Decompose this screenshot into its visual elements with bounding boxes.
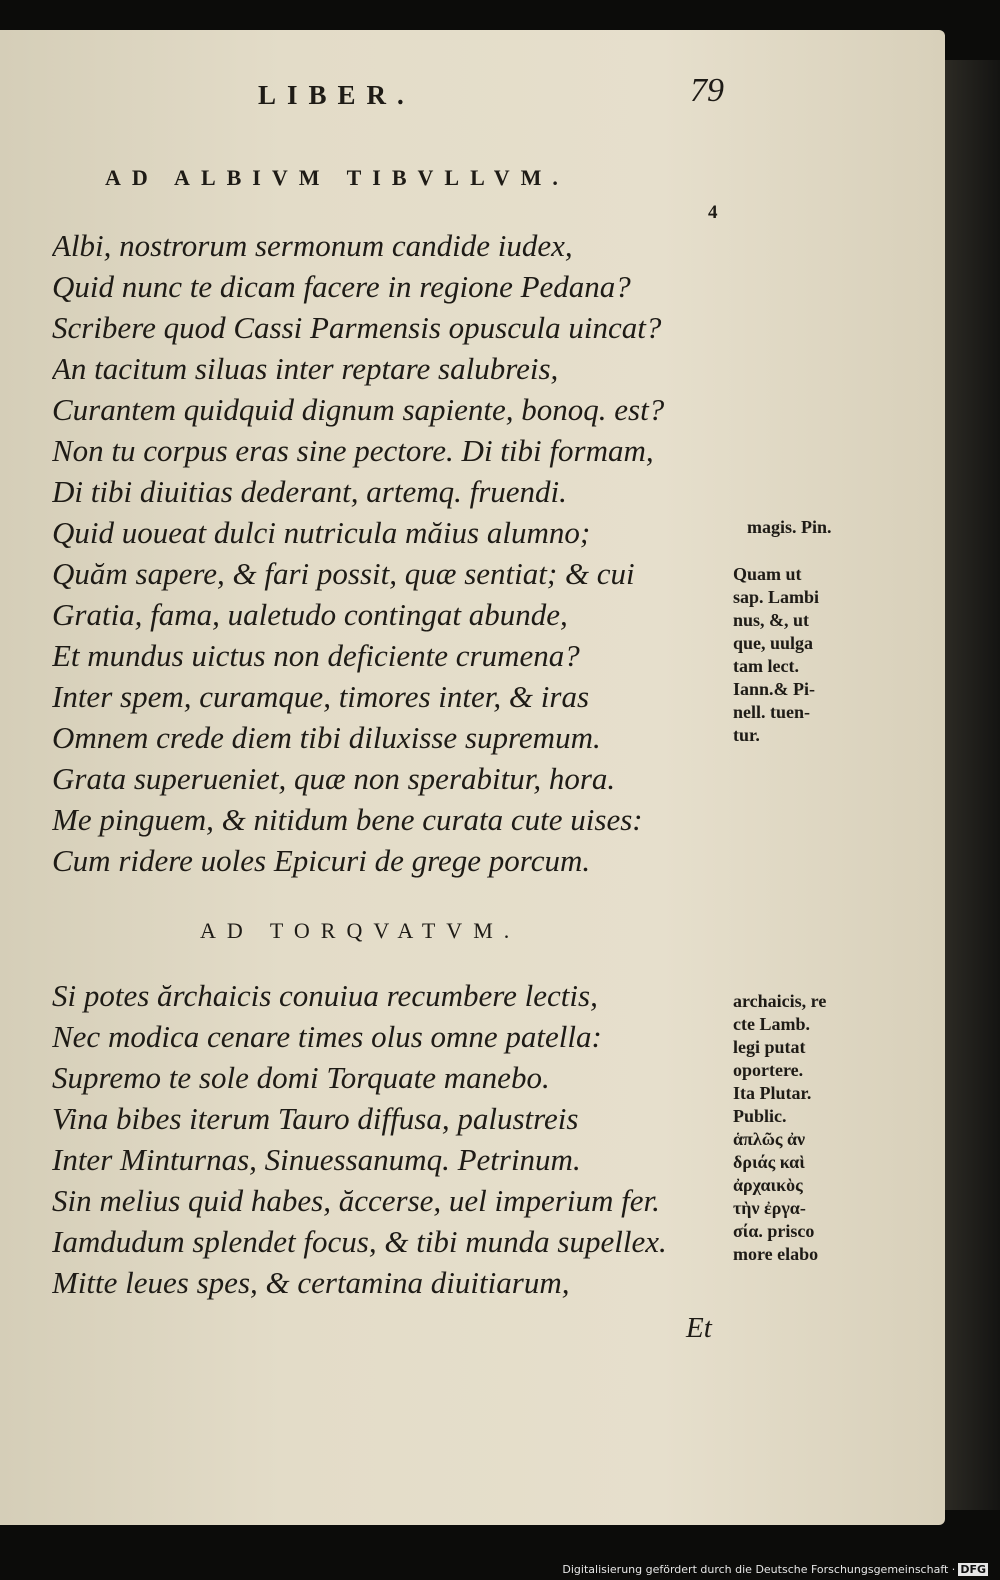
verse-line: Supremo te sole domi Torquate manebo. <box>52 1060 550 1095</box>
verse-line: Quăm sapere, & fari possit, quæ sentiat; & cui <box>52 556 635 591</box>
sidenote-line: Public. <box>733 1106 787 1126</box>
sidenote-line: sap. Lambi <box>733 587 820 607</box>
verse-line: Grata superueniet, quæ non sperabitur, hora. <box>52 761 616 796</box>
verse-line: Gratia, fama, ualetudo contingat abunde, <box>52 597 568 632</box>
verse-line: Vina bibes iterum Tauro diffusa, palustreis <box>52 1101 579 1136</box>
sidenote-line: tam lect. <box>733 656 799 676</box>
sidenote-line: tur. <box>733 725 760 745</box>
sidenote-line: ἀρχαικὸς <box>733 1175 803 1195</box>
dfg-logo: DFG <box>960 1563 986 1576</box>
page-edge-shadow <box>945 60 1000 1510</box>
verse-line: Et mundus uictus non deficiente crumena? <box>52 638 580 673</box>
verse-line: Di tibi diuitias dederant, artemq. fruendi. <box>52 474 567 509</box>
verse-line: Cum ridere uoles Epicuri de grege porcum. <box>52 843 591 878</box>
verse-line: Si potes ărchaicis conuiua recumbere lectis, <box>52 978 598 1013</box>
poem-title-albius: AD ALBIVM TIBVLLVM. <box>105 165 569 190</box>
sidenote-line: legi putat <box>733 1037 806 1057</box>
sidenote-lambinus <box>733 563 868 747</box>
poem-verses-torquatus <box>52 975 722 1303</box>
sidenote-line: cte Lamb. <box>733 1014 810 1034</box>
verse-line: Iamdudum splendet focus, & tibi munda supellex. <box>52 1224 667 1259</box>
sidenote-variant-reading <box>747 516 882 539</box>
verse-line: Mitte leues spes, & certamina diuitiarum, <box>52 1265 570 1300</box>
verse-line: Inter spem, curamque, timores inter, & iras <box>52 679 590 714</box>
verse-line: Quid nunc te dicam facere in regione Pedana? <box>52 269 631 304</box>
digitization-credit <box>562 1563 988 1576</box>
verse-line: Quid uoueat dulci nutricula măius alumno; <box>52 515 591 550</box>
verse-line: Omnem crede diem tibi diluxisse supremum. <box>52 720 601 755</box>
sidenote-archaicis <box>733 990 868 1266</box>
sidenote-line: δριάς καὶ <box>733 1152 805 1172</box>
poem-title-torquatus: AD TORQVATVM. <box>200 918 521 943</box>
sidenote-line: σία. prisco <box>733 1221 815 1241</box>
poem-verses-albius <box>52 225 722 881</box>
verse-line: Albi, nostrorum sermonum candide iudex, <box>52 228 573 263</box>
sidenote-line: nus, &, ut <box>733 610 810 630</box>
verse-line: Scribere quod Cassi Parmensis opuscula uincat? <box>52 310 662 345</box>
verse-line: Curantem quidquid dignum sapiente, bonoq. est? <box>52 392 665 427</box>
verse-line: Nec modica cenare times olus omne patella: <box>52 1019 602 1054</box>
verse-line: Non tu corpus eras sine pectore. Di tibi formam, <box>52 433 654 468</box>
catchword: Et <box>686 1312 712 1344</box>
running-head: LIBER. <box>258 80 415 110</box>
verse-line: Me pinguem, & nitidum bene curata cute uises: <box>52 802 643 837</box>
sidenote-line: Iann.& Pi- <box>733 679 816 699</box>
credit-text: Digitalisierung gefördert durch die Deutsche Forschungsgemeinschaft · <box>562 1563 956 1576</box>
sidenote-line: ἁπλῶς ἀν <box>733 1129 806 1149</box>
verse-line: Sin melius quid habes, ăccerse, uel imperium fer. <box>52 1183 660 1218</box>
page-number: 79 <box>690 72 724 109</box>
sidenote-line: oportere. <box>733 1060 804 1080</box>
sidenote-line: Quam ut <box>733 564 802 584</box>
sidenote-line: que, uulga <box>733 633 814 653</box>
poem-number: 4 <box>708 202 718 223</box>
verse-line: Inter Minturnas, Sinuessanumq. Petrinum. <box>52 1142 581 1177</box>
sidenote-line: archaicis, re <box>733 991 827 1011</box>
sidenote-line: magis. Pin. <box>747 517 832 537</box>
sidenote-line: more elabo <box>733 1244 819 1264</box>
sidenote-line: nell. tuen- <box>733 702 811 722</box>
verse-line: An tacitum siluas inter reptare salubreis, <box>52 351 559 386</box>
sidenote-line: τὴν ἐργα- <box>733 1198 806 1218</box>
sidenote-line: Ita Plutar. <box>733 1083 812 1103</box>
